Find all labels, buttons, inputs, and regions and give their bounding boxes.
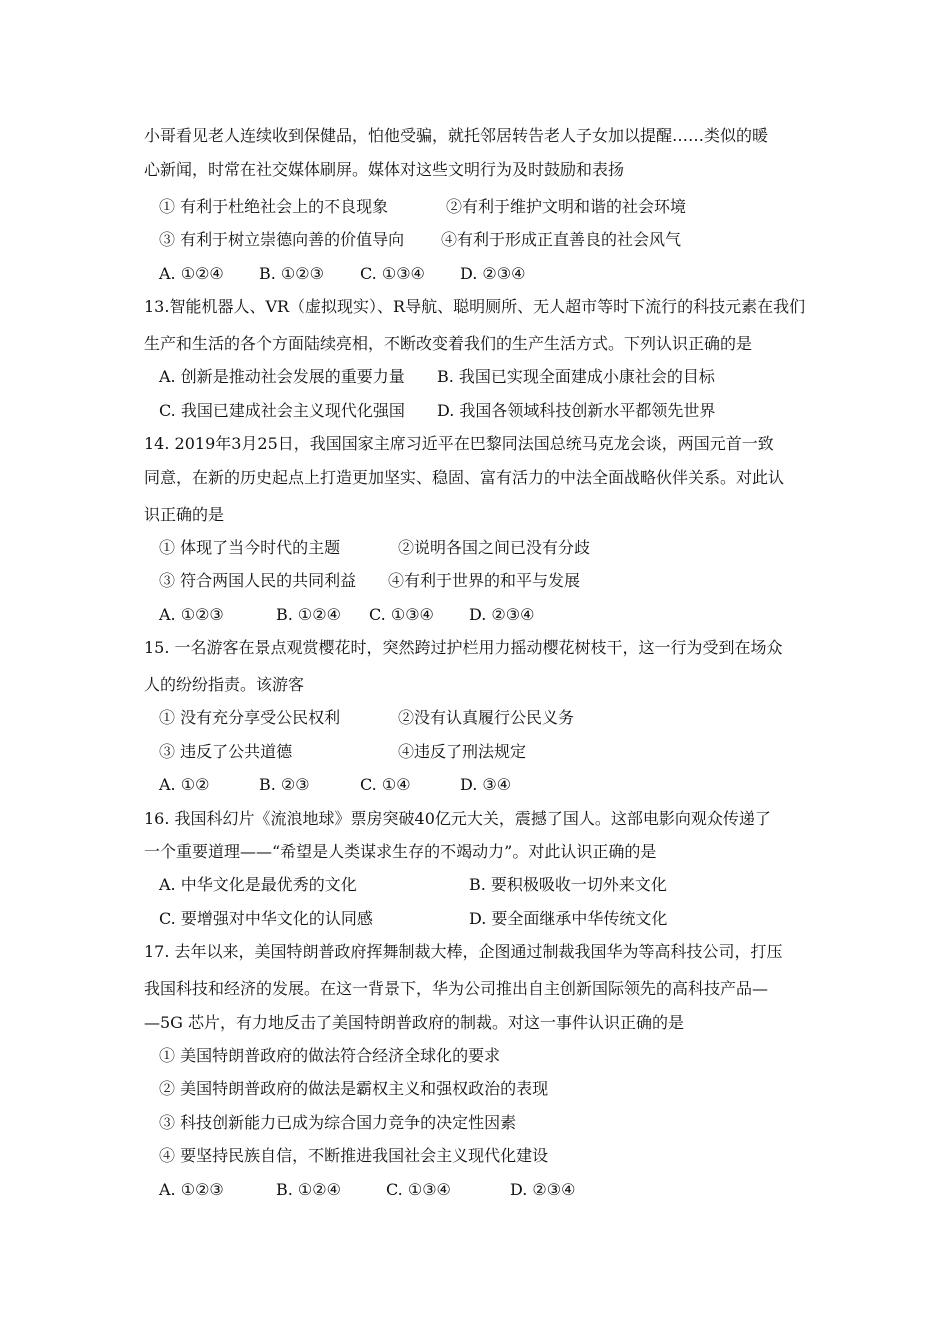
question-stem-line: 人的纷纷指责。该游客	[144, 675, 305, 694]
statement-3: ③ 有利于树立崇德向善的价值导向	[159, 230, 405, 249]
option-b: B. 要积极吸收一切外来文化	[469, 875, 667, 894]
question-stem-line: 17. 去年以来，美国特朗普政府挥舞制裁大棒，企图通过制裁我国华为等高科技公司，打压	[144, 942, 783, 961]
statement-1: ① 体现了当今时代的主题	[159, 538, 341, 557]
statement-2: ②没有认真履行公民义务	[398, 708, 575, 727]
option-b: B. ①②④	[276, 605, 341, 624]
statement-3: ③ 符合两国人民的共同利益	[159, 571, 357, 590]
statement-3: ③ 科技创新能力已成为综合国力竞争的决定性因素	[159, 1113, 517, 1132]
option-d: D. ③④	[460, 775, 512, 794]
option-b: B. ①②④	[276, 1180, 341, 1199]
option-c: C. ①④	[360, 775, 411, 794]
option-b: B. 我国已实现全面建成小康社会的目标	[437, 367, 715, 386]
option-c: C. ①③④	[360, 264, 425, 283]
statement-2: ② 美国特朗普政府的做法是霸权主义和强权政治的表现	[159, 1079, 549, 1098]
option-b: B. ①②③	[259, 264, 324, 283]
option-d: D. ②③④	[460, 264, 526, 283]
statement-3: ③ 违反了公共道德	[159, 742, 293, 761]
question-stem-line: 生产和生活的各个方面陆续亮相，不断改变着我们的生产生活方式。下列认识正确的是	[144, 334, 753, 353]
question-stem-line: 同意，在新的历史起点上打造更加坚实、稳固、富有活力的中法全面战略伙伴关系。对此认	[144, 468, 785, 487]
statement-1: ① 美国特朗普政府的做法符合经济全球化的要求	[159, 1046, 501, 1065]
question-stem-line: 15. 一名游客在景点观赏樱花时，突然跨过护栏用力摇动樱花树枝干，这一行为受到在场众	[144, 638, 783, 657]
question-stem-line: 小哥看见老人连续收到保健品，怕他受骗，就托邻居转告老人子女加以提醒……类似的暖	[144, 126, 769, 145]
option-c: C. ①③④	[369, 605, 434, 624]
statement-1: ① 有利于杜绝社会上的不良现象	[159, 197, 389, 216]
statement-2: ②说明各国之间已没有分歧	[398, 538, 591, 557]
question-stem-line: 13.智能机器人、VR（虚拟现实）、R导航、聪明厕所、无人超市等时下流行的科技元素在我们	[144, 297, 806, 316]
option-d: D. 我国各领域科技创新水平都领先世界	[437, 401, 716, 420]
option-c: C. 我国已建成社会主义现代化强国	[159, 401, 405, 420]
option-a: A. ①②③	[159, 1180, 224, 1199]
option-c: C. ①③④	[386, 1180, 451, 1199]
question-stem-line: 14. 2019年3月25日，我国国家主席习近平在巴黎同法国总统马克龙会谈，两国元首一致	[144, 434, 774, 453]
question-stem-line: 我国科技和经济的发展。在这一背景下，华为公司推出自主创新国际领先的高科技产品—	[144, 979, 769, 998]
statement-4: ④ 要坚持民族自信，不断推进我国社会主义现代化建设	[159, 1146, 549, 1165]
option-c: C. 要增强对中华文化的认同感	[159, 909, 373, 928]
option-a: A. ①②	[159, 775, 210, 794]
option-d: D. 要全面继承中华传统文化	[469, 909, 668, 928]
question-stem-line: —5G 芯片，有力地反击了美国特朗普政府的制裁。对这一事件认识正确的是	[144, 1013, 685, 1032]
option-b: B. ②③	[259, 775, 310, 794]
statement-4: ④有利于形成正直善良的社会风气	[441, 230, 682, 249]
statement-1: ① 没有充分享受公民权利	[159, 708, 341, 727]
statement-4: ④有利于世界的和平与发展	[388, 571, 581, 590]
statement-2: ②有利于维护文明和谐的社会环境	[446, 197, 687, 216]
question-stem-line: 一个重要道理——“希望是人类谋求生存的不竭动力”。对此认识正确的是	[144, 842, 657, 861]
question-stem-line: 16. 我国科幻片《流浪地球》票房突破40亿元大关，震撼了国人。这部电影向观众传递了	[144, 809, 771, 828]
option-d: D. ②③④	[510, 1180, 576, 1199]
option-a: A. ①②③	[159, 605, 224, 624]
option-a: A. ①②④	[159, 264, 224, 283]
option-d: D. ②③④	[469, 605, 535, 624]
option-a: A. 创新是推动社会发展的重要力量	[159, 367, 405, 386]
statement-4: ④违反了刑法规定	[398, 742, 527, 761]
question-stem-line: 识正确的是	[144, 505, 225, 524]
option-a: A. 中华文化是最优秀的文化	[159, 875, 357, 894]
question-stem-line: 心新闻，时常在社交媒体刷屏。媒体对这些文明行为及时鼓励和表扬	[144, 160, 625, 179]
